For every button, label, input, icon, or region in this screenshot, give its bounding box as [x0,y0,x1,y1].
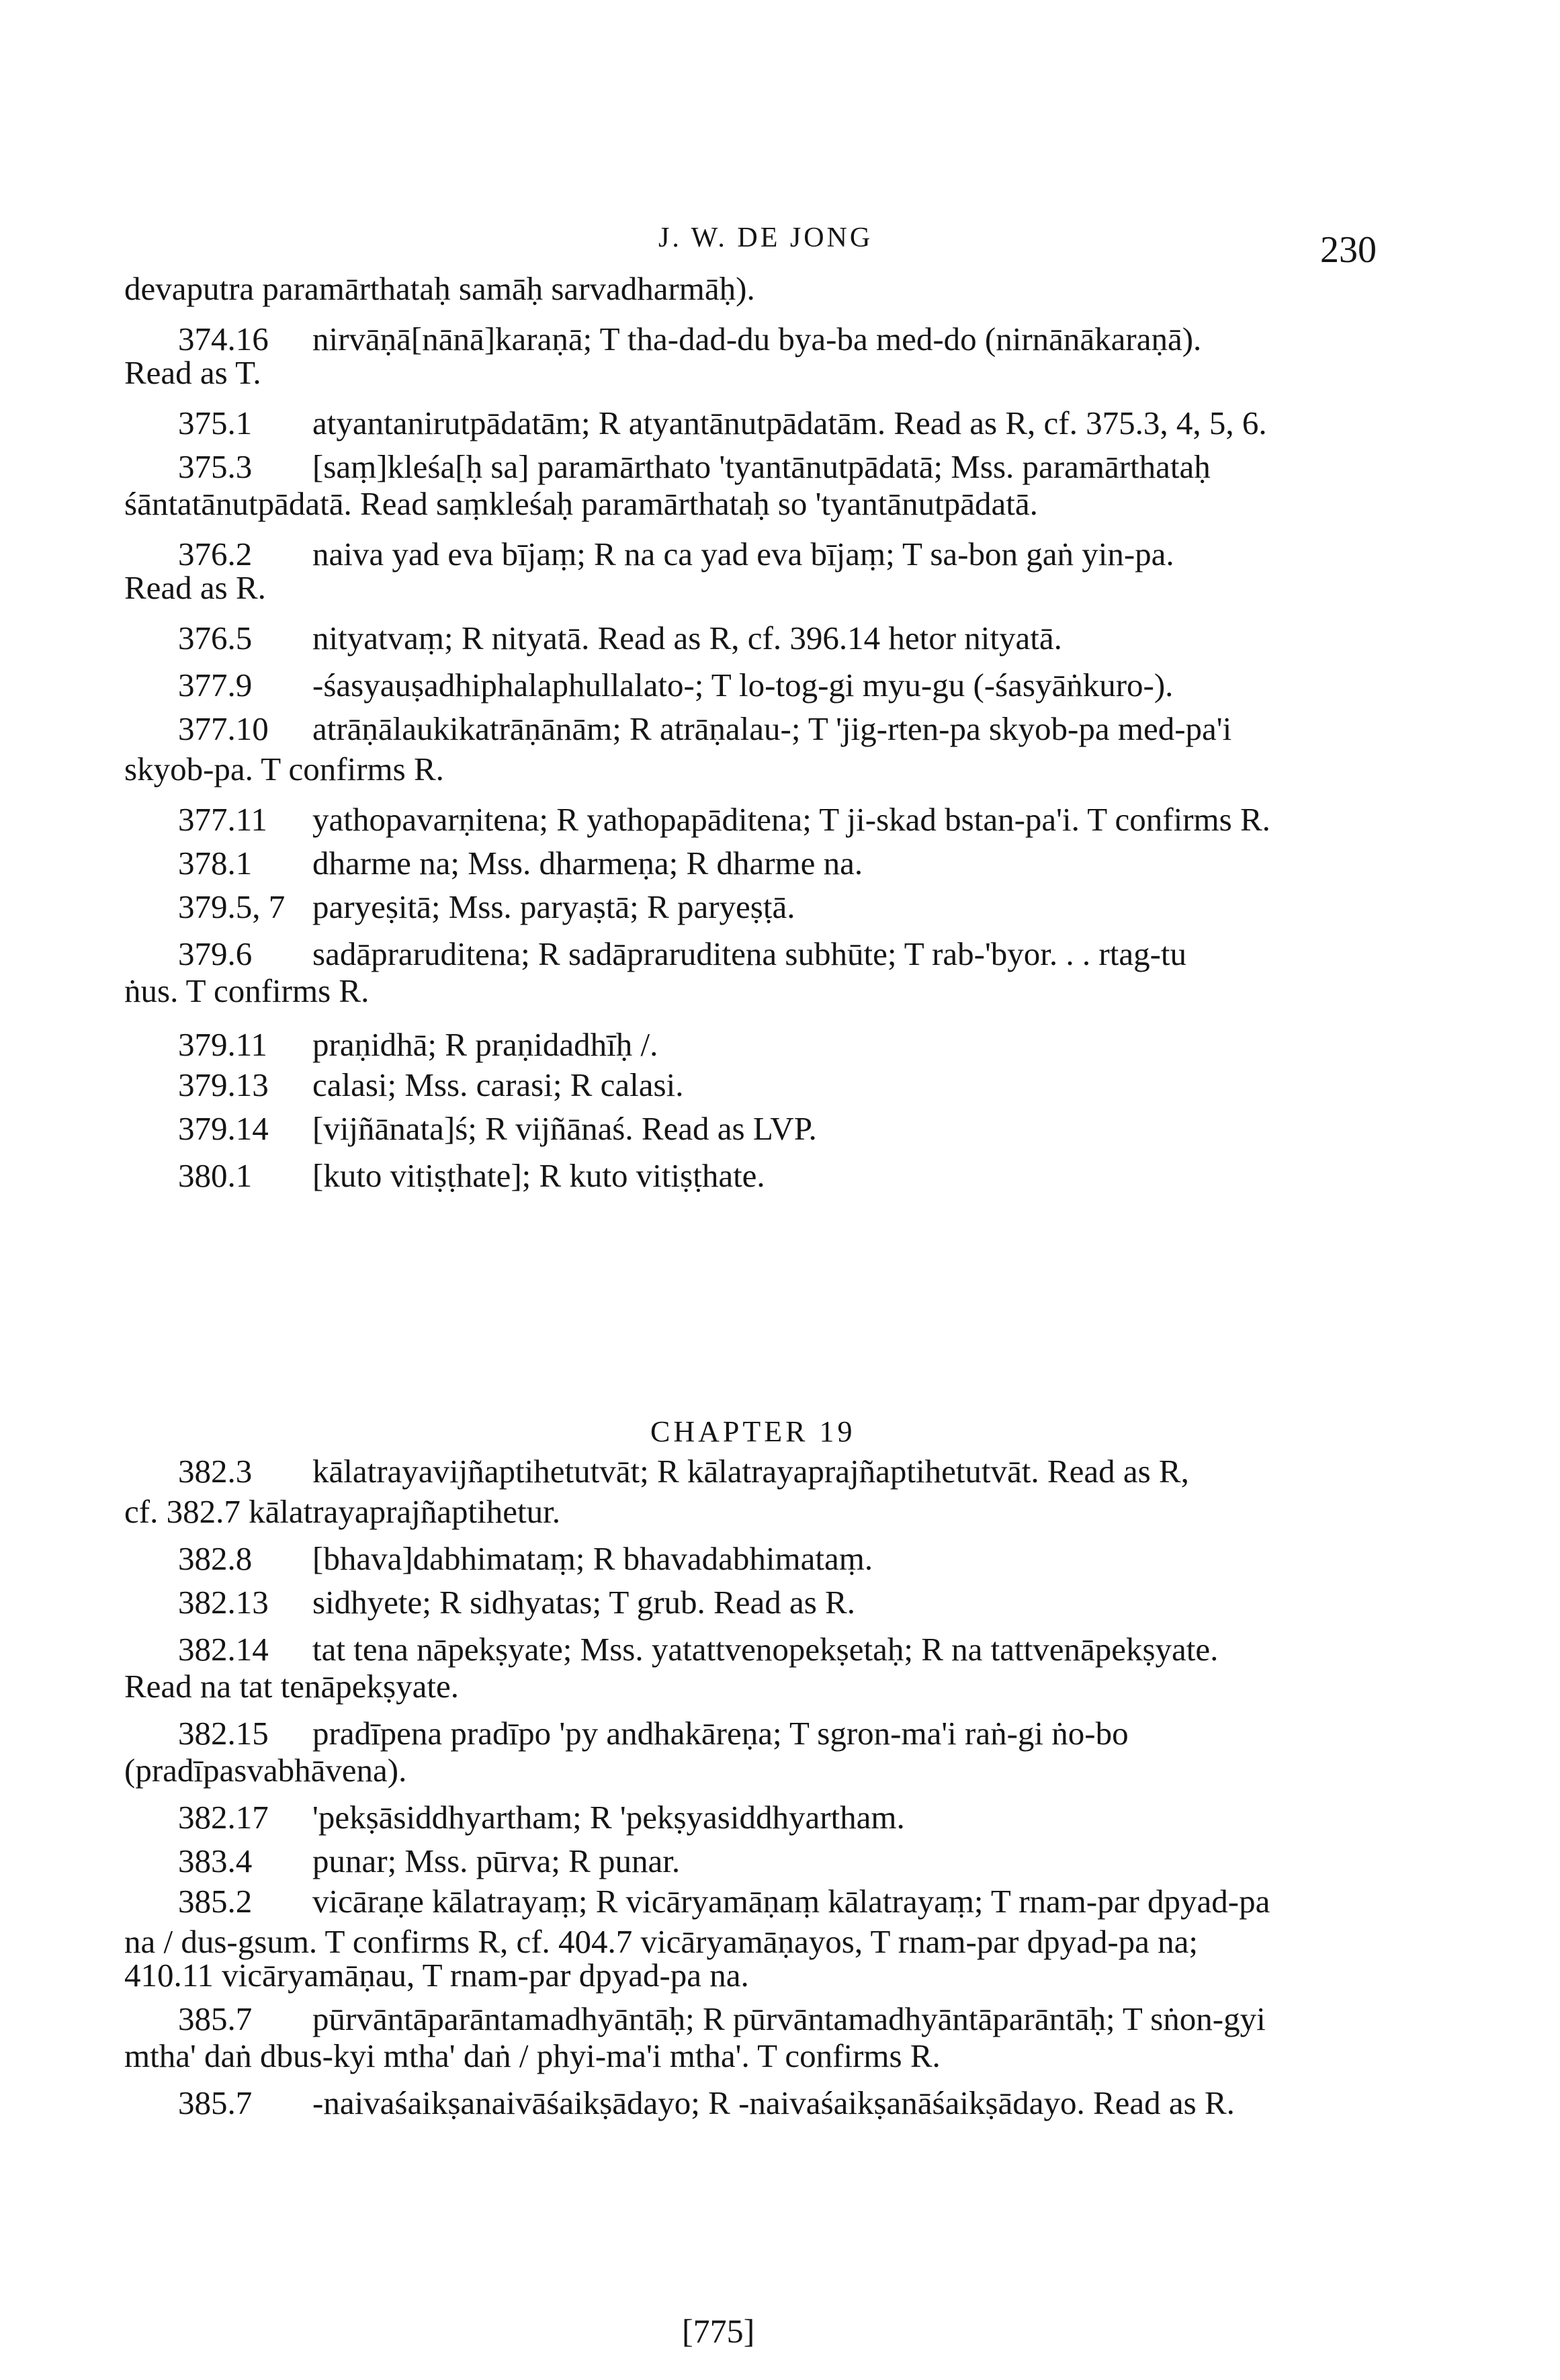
note-line [178,1582,855,1623]
note-reference-number: 379.5, 7 [178,888,286,925]
note-text: punar; Mss. pūrva; R punar. [312,1842,681,1879]
note-text: sidhyete; R sidhyatas; T grub. Read as R. [312,1584,855,1621]
note-reference-number: 385.2 [178,1883,253,1920]
note-line [178,1841,680,1881]
note-reference-number: 382.13 [178,1584,269,1621]
note-line [124,971,369,1011]
note-line [124,749,444,790]
note-line [178,1539,873,1579]
note-reference-number: 383.4 [178,1842,253,1879]
note-line [124,353,261,393]
note-reference-number: 380.1 [178,1157,253,1194]
note-reference-number: 382.17 [178,1799,269,1836]
note-reference-number: 385.7 [178,2084,253,2121]
note-line [178,1156,765,1196]
note-line [124,1492,560,1532]
note-text: paryeṣitā; Mss. paryaṣtā; R paryeṣṭā. [312,888,795,925]
note-reference-number: 377.11 [178,801,267,838]
note-text: kālatrayavijñaptihetutvāt; R kālatrayaprajñaptihetutvāt. Read as R, [312,1453,1189,1490]
note-text: atrāṇālaukikatrāṇānām; R atrāṇalau-; T 'jig-rten-pa skyob-pa med-pa'i [312,710,1232,747]
note-line [178,534,1174,575]
note-text: -naivaśaikṣanaivāśaikṣādayo; R -naivaśaikṣanāśaikṣādayo. Read as R. [312,2084,1235,2121]
note-text: dharme na; Mss. dharmeṇa; R dharme na. [312,845,863,882]
note-line [178,1629,1218,1670]
note-reference-number: 377.10 [178,710,269,747]
note-text: sadāpraruditena; R sadāpraruditena subhūte; T rab-'byor. . . rtag-tu [312,935,1187,972]
note-line [178,800,1270,840]
note-line [178,1025,658,1065]
note-reference-number: 385.7 [178,2000,253,2037]
note-reference-number: 379.14 [178,1110,269,1147]
note-line [178,665,1173,706]
page-number: 230 [1320,229,1377,271]
note-text: pradīpena pradīpo 'py andhakāreṇa; T sgron-ma'i raṅ-gi ṅo-bo [312,1715,1129,1752]
note-reference-number: 379.6 [178,935,253,972]
note-reference-number: 379.11 [178,1026,267,1063]
note-line [178,1065,683,1105]
note-text: cf. 382.7 kālatrayaprajñaptihetur. [124,1493,560,1530]
note-line [178,1881,1270,1922]
note-text: 'pekṣāsiddhyartham; R 'pekṣyasiddhyartham. [312,1799,905,1836]
note-line [124,568,266,608]
note-text: praṇidhā; R praṇidadhīḥ /. [312,1026,658,1063]
note-line [178,843,863,884]
note-line [124,1666,459,1707]
note-text: Read na tat tenāpekṣyate. [124,1668,459,1705]
note-line [178,709,1231,749]
note-line [178,1451,1189,1492]
note-reference-number: 376.5 [178,620,253,656]
note-line [124,1750,406,1791]
note-text: na / dus-gsum. T confirms R, cf. 404.7 vicāryamāṇayos, T rnam-par dpyad-pa na; [124,1923,1199,1960]
note-text: naiva yad eva bījaṃ; R na ca yad eva bījaṃ; T sa-bon gaṅ yin-pa. [312,536,1174,572]
note-line [178,403,1267,443]
note-reference-number: 382.14 [178,1631,269,1668]
note-text: śāntatānutpādatā. Read saṃkleśaḥ paramārthataḥ so 'tyantānutpādatā. [124,485,1038,522]
note-reference-number: 382.15 [178,1715,269,1752]
note-line [178,1109,817,1149]
note-line [178,618,1062,658]
page-footer-number: [775] [682,2312,755,2350]
note-text: -śasyauṣadhiphalaphullalato-; T lo-tog-gi myu-gu (-śasyāṅkuro-). [312,667,1174,704]
note-text: ṅus. T confirms R. [124,972,370,1009]
note-text: devaputra paramārthataḥ samāḥ sarvadharmāḥ). [124,270,755,307]
note-reference-number: 376.2 [178,536,253,572]
note-line [124,1955,749,1996]
note-text: [bhava]dabhimataṃ; R bhavadabhimataṃ. [312,1540,873,1577]
note-text: nityatvaṃ; R nityatā. Read as R, cf. 396.14 hetor nityatā. [312,620,1062,656]
note-reference-number: 375.3 [178,448,253,485]
note-reference-number: 377.9 [178,667,253,704]
note-line [178,2083,1235,2123]
chapter-heading: CHAPTER 19 [650,1415,856,1448]
note-reference-number: 378.1 [178,845,253,882]
note-text: skyob-pa. T confirms R. [124,751,444,788]
note-text: [kuto vitiṣṭhate]; R kuto vitiṣṭhate. [312,1157,765,1194]
note-reference-number: 382.8 [178,1540,253,1577]
note-reference-number: 374.16 [178,321,269,357]
note-text: tat tena nāpekṣyate; Mss. yatattvenopekṣetaḥ; R na tattvenāpekṣyate. [312,1631,1219,1668]
note-text: atyantanirutpādatām; R atyantānutpādatām. Read as R, cf. 375.3, 4, 5, 6. [312,405,1267,441]
note-line [178,1797,905,1838]
note-text: mtha' daṅ dbus-kyi mtha' daṅ / phyi-ma'i mtha'. T confirms R. [124,2037,941,2074]
note-text: yathopavarṇitena; R yathopapāditena; T ji-skad bstan-pa'i. T confirms R. [312,801,1270,838]
running-head-author: J. W. DE JONG [658,222,873,253]
note-line [124,484,1038,524]
note-text: vicāraṇe kālatrayaṃ; R vicāryamāṇaṃ kālatrayaṃ; T rnam-par dpyad-pa [312,1883,1270,1920]
note-line [178,1713,1129,1754]
note-line [178,887,795,927]
note-line [178,1999,1266,2039]
note-text: nirvāṇā[nānā]karaṇā; T tha-dad-du bya-ba med-do (nirnānākaraṇā). [312,321,1202,357]
note-text: [vijñānata]ś; R vijñānaś. Read as LVP. [312,1110,817,1147]
note-text: calasi; Mss. carasi; R calasi. [312,1066,684,1103]
note-line [178,934,1186,974]
note-line [178,447,1211,487]
note-line [124,2036,941,2076]
note-text: [saṃ]kleśa[ḥ sa] paramārthato 'tyantānutpādatā; Mss. paramārthataḥ [312,448,1211,485]
note-text: 410.11 vicāryamāṇau, T rnam-par dpyad-pa na. [124,1957,749,1994]
running-header [0,222,1560,275]
note-reference-number: 379.13 [178,1066,269,1103]
note-text: Read as T. [124,354,261,391]
note-text: pūrvāntāparāntamadhyāntāḥ; R pūrvāntamadhyāntāparāntāḥ; T sṅon-gyi [312,2000,1266,2037]
note-line [178,319,1201,359]
note-reference-number: 375.1 [178,405,253,441]
note-line [124,269,755,309]
note-text: (pradīpasvabhāvena). [124,1752,407,1789]
note-reference-number: 382.3 [178,1453,253,1490]
note-text: Read as R. [124,569,266,606]
